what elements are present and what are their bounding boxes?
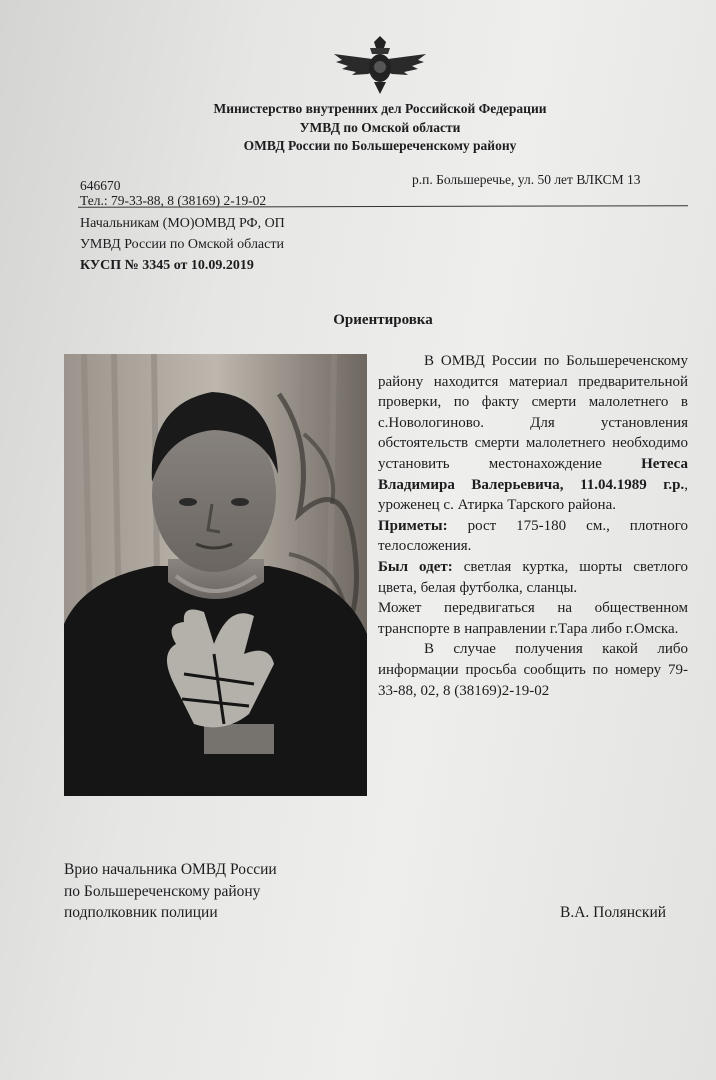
- signature-name: В.А. Полянский: [560, 904, 667, 921]
- document-title: Ориентировка: [333, 312, 433, 328]
- phones: Тел.: 79-33-88, 8 (38169) 2-19-02: [80, 193, 267, 208]
- addressee-line1: Начальникам (МО)ОМВД РФ, ОП: [80, 216, 285, 231]
- header-umvd: УМВД по Омской области: [299, 120, 461, 135]
- postcode: 646670: [80, 178, 121, 193]
- paragraph-clothes: [378, 557, 688, 598]
- paragraph-signs: [378, 516, 688, 557]
- header-omvd: ОМВД России по Большереченскому району: [243, 138, 517, 153]
- main-text: [378, 351, 688, 701]
- signs-text: рост 175-180 см., плотного телосложения.: [378, 517, 688, 555]
- person-photo: [64, 354, 367, 796]
- mvd-emblem-icon: [328, 30, 432, 96]
- header-divider: [78, 205, 688, 208]
- addressee-line2: УМВД России по Омской области: [80, 237, 284, 252]
- birthplace-text: , уроженец с. Атирка Тарского района.: [378, 476, 688, 514]
- signature-rank: подполковник полиции: [64, 904, 218, 921]
- signature-position-2: по Большереченскому району: [64, 883, 261, 900]
- kusp-number: КУСП № 3345 от 10.09.2019: [80, 258, 254, 273]
- signature-position-1: Врио начальника ОМВД России: [64, 861, 277, 878]
- paragraph-transport: Может передвигаться на общественном транспорте в направлении г.Тара либо г.Омска.: [378, 600, 688, 637]
- header-ministry: Министерство внутренних дел Российской Федерации: [213, 101, 547, 116]
- clothes-label: Был одет:: [378, 558, 453, 575]
- paragraph-case: [378, 351, 688, 516]
- wanted-person-name: Нетеса Владимира Валерьевича, 11.04.1989 г.р.: [378, 455, 688, 493]
- case-text: В ОМВД России по Большереченскому району находится материал предварительной проверки, по факту смерти малолетнего в с.Новологиново. Для установления обстоятельств смерти малолетнего необходимо установить местонахождение: [378, 353, 688, 472]
- clothes-text: светлая куртка, шорты светлого цвета, белая футболка, сланцы.: [378, 558, 688, 596]
- signs-label: Приметы:: [378, 517, 448, 534]
- paragraph-request: В случае получения какой либо информации просьба сообщить по номеру 79-33-88, 02, 8 (38169)2-19-02: [378, 641, 688, 699]
- address: р.п. Большеречье, ул. 50 лет ВЛКСМ 13: [412, 172, 641, 187]
